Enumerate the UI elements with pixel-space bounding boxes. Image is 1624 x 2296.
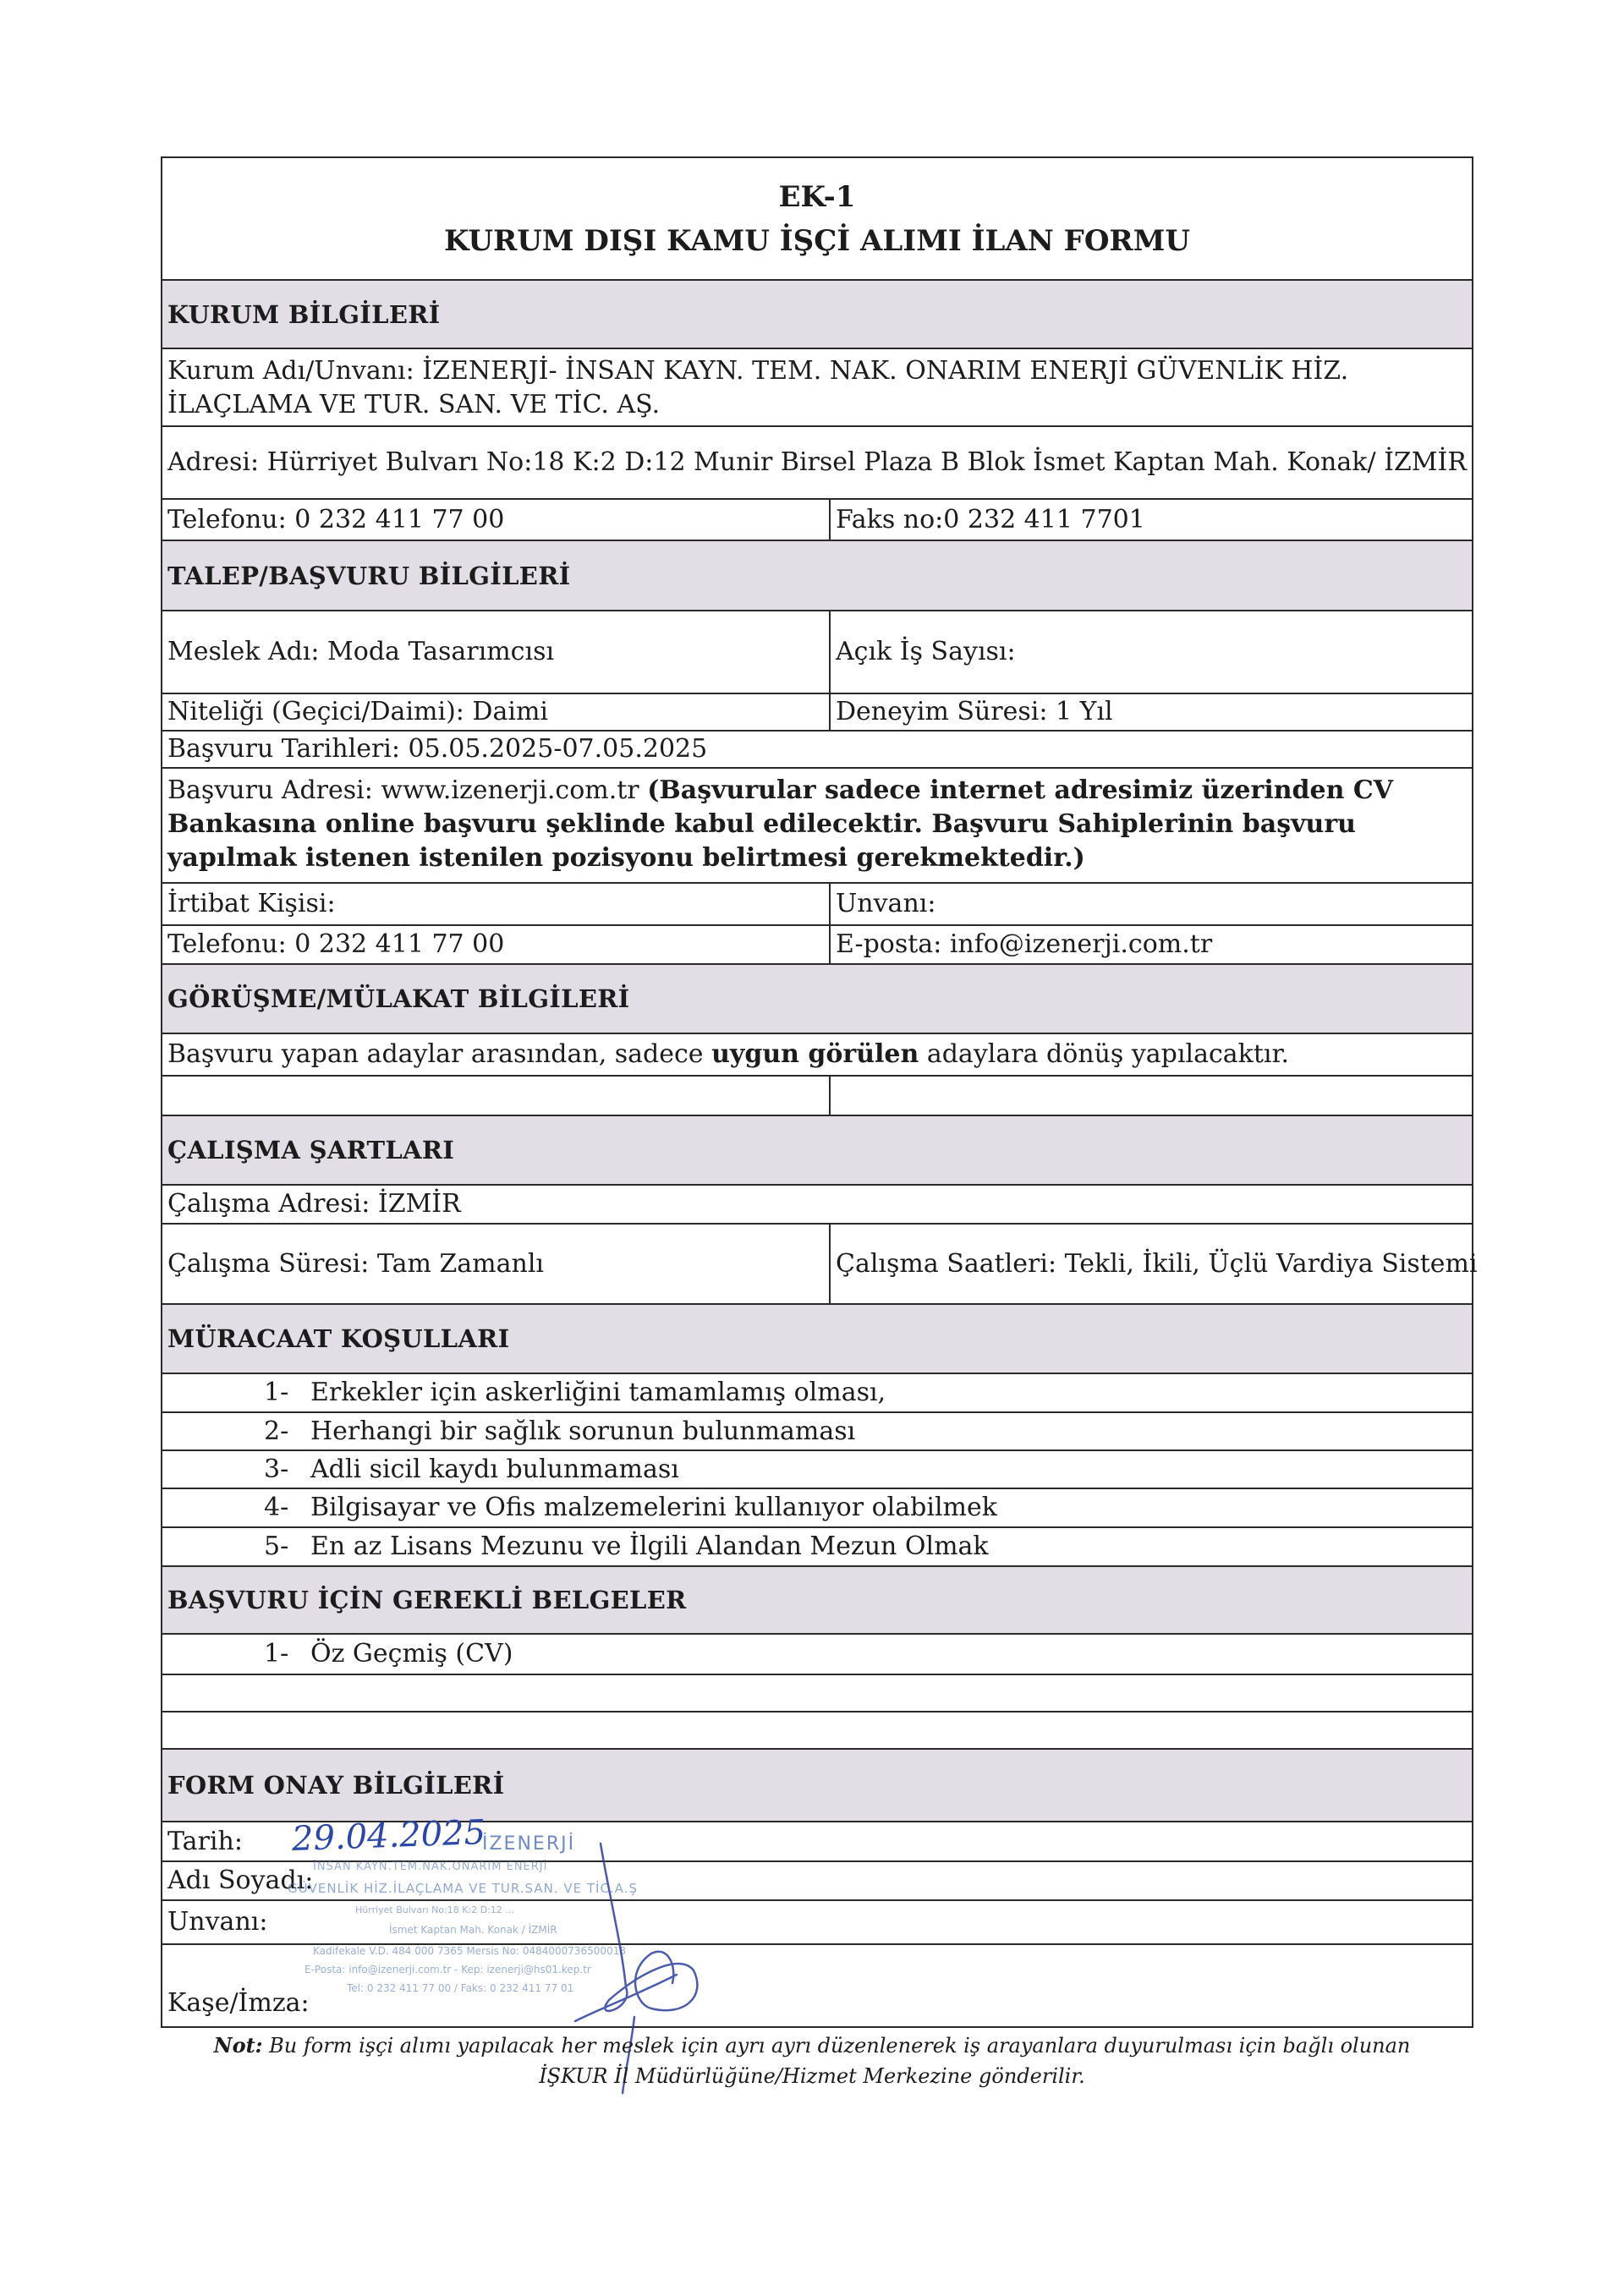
calisma-saatleri: Çalışma Saatleri: Tekli, İkili, Üçlü Vardiya Sistemi — [829, 1225, 1472, 1303]
basvuru-tarihleri-row — [162, 730, 1472, 767]
belgeler-empty-row — [162, 1711, 1472, 1748]
list-item: 2- Herhangi bir sağlık sorunun bulunmaması — [264, 1416, 856, 1446]
calisma-adres-row — [162, 1184, 1472, 1223]
kurum-adres-row — [162, 425, 1472, 498]
section-kurum-header — [162, 279, 1472, 348]
calisma-suresi: Çalışma Süresi: Tam Zamanlı — [167, 1248, 545, 1279]
deneyim-suresi: Deneyim Süresi: 1 Yıl — [829, 694, 1472, 730]
kurum-adi: Kurum Adı/Unvanı: İZENERJİ- İNSAN KAYN. TEM. NAK. ONARIM ENERJİ GÜVENLİK HİZ. İLAÇLAMA VE TUR. SAN. VE TİC. AŞ. — [167, 356, 1349, 419]
section-talep-header — [162, 540, 1472, 610]
onay-unvan-label: Unvanı: — [167, 1907, 268, 1937]
company-stamp: İZENERJİ İNSAN KAYN.TEM.NAK.ONARIM ENERJİ GÜVENLİK HİZ.İLAÇLAMA VE TUR.SAN. VE TİC.A.Ş Hürriyet Bulvarı No:18 K:2 D:12 ... İsmet Kaptan Mah. Konak / İZMİR Kadifekale V.D. 484 000 7365 Mersis No: 0484000736500018 E-Posta: info@izenerji.com.tr - Kep: izenerji@hs01.kep.tr Tel: 0 232 411 77 00 / Faks: 0 232 411 77 01 — [288, 1833, 638, 1994]
basvuru-tarihleri: Başvuru Tarihleri: 05.05.2025-07.05.2025 — [167, 734, 708, 764]
section-title: GÖRÜŞME/MÜLAKAT BİLGİLERİ — [167, 984, 630, 1013]
meslek-row — [162, 610, 1472, 693]
calisma-adresi: Çalışma Adresi: İZMİR — [167, 1189, 461, 1219]
form-code: EK-1 — [778, 179, 856, 214]
section-title: TALEP/BAŞVURU BİLGİLERİ — [167, 561, 571, 590]
calisma-sure-row — [162, 1223, 1478, 1303]
basvuru-adresi-row — [162, 767, 1472, 882]
footnote-text: Bu form işçi alımı yapılacak her meslek için ayrı ayrı düzenlenerek iş arayanlara duyurulması için bağlı olunan İŞKUR İl Müdürlüğüne/Hizmet Merkezine gönderilir. — [269, 2034, 1411, 2088]
muracaat-row — [162, 1488, 1472, 1526]
job-posting-form — [161, 156, 1478, 2028]
empty-cell — [829, 1077, 1472, 1115]
onay-kase-label: Kaşe/İmza: — [167, 1988, 310, 2018]
section-onay-header — [162, 1748, 1472, 1821]
muracaat-row — [162, 1373, 1472, 1411]
footnote-label: Not: — [213, 2033, 263, 2058]
form-title: KURUM DIŞI KAMU İŞÇİ ALIMI İLAN FORMU — [444, 223, 1190, 258]
irtibat-row — [162, 882, 1472, 924]
onay-kase-row — [162, 1943, 1472, 2026]
list-item: 4- Bilgisayar ve Ofis malzemelerini kullanıyor olabilmek — [264, 1493, 997, 1522]
list-item: 1- Öz Geçmiş (CV) — [264, 1639, 513, 1669]
nitelik-row — [162, 693, 1472, 730]
onay-unvan-row — [162, 1899, 1472, 1943]
section-title: BAŞVURU İÇİN GEREKLİ BELGELER — [167, 1586, 687, 1614]
irtibat-telefon-row — [162, 924, 1472, 963]
gorusme-text: Başvuru yapan adaylar arasından, sadece uygun görülen adaylara dönüş yapılacaktır. — [167, 1039, 1290, 1069]
section-title: KURUM BİLGİLERİ — [167, 299, 441, 329]
onay-adsoyad-row — [162, 1860, 1472, 1899]
muracaat-row — [162, 1449, 1472, 1488]
section-muracaat-header — [162, 1303, 1472, 1373]
niteligi: Niteliği (Geçici/Daimi): Daimi — [167, 697, 548, 726]
belgeler-empty-row — [162, 1674, 1472, 1711]
irtibat-unvani: Unvanı: — [829, 884, 1472, 924]
footnote — [195, 2030, 1429, 2091]
kurum-telefon-row — [162, 498, 1472, 540]
kurum-adi-row — [162, 348, 1472, 425]
meslek-adi: Meslek Adı: Moda Tasarımcısı — [167, 637, 555, 666]
section-title: MÜRACAAT KOŞULLARI — [167, 1324, 510, 1353]
handwritten-date: 29.04.2025 — [291, 1813, 486, 1859]
basvuru-adresi-note: (Başvurular sadece internet adresimiz üzerinden CV Bankasına online başvuru şeklinde kabul edilecektir. Başvuru Sahiplerinin başvuru yapılmak istenen istenilen pozisyonu belirtmesi gerekmektedir.) — [167, 775, 1394, 873]
basvuru-adresi — [162, 769, 1472, 882]
list-item: 5- En az Lisans Mezunu ve İlgili Alandan Mezun Olmak — [264, 1532, 989, 1561]
irtibat-telefon: Telefonu: 0 232 411 77 00 — [167, 929, 505, 959]
empty-cell — [162, 1077, 829, 1115]
list-item: 1- Erkekler için askerliğini tamamlamış olması, — [264, 1378, 886, 1407]
kurum-faks: Faks no:0 232 411 7701 — [829, 500, 1472, 540]
gorusme-empty-row — [162, 1075, 1472, 1115]
section-calisma-header — [162, 1115, 1472, 1184]
basvuru-adresi-url: Başvuru Adresi: www.izenerji.com.tr — [167, 775, 639, 805]
gorusme-text-row — [162, 1033, 1472, 1075]
list-item: 3- Adli sicil kaydı bulunmaması — [264, 1454, 679, 1484]
onay-adsoyad-label: Adı Soyadı: — [167, 1866, 314, 1895]
form-header — [162, 158, 1472, 279]
onay-tarih-label: Tarih: — [167, 1826, 243, 1856]
section-belgeler-header — [162, 1565, 1472, 1633]
belgeler-row — [162, 1633, 1472, 1674]
kurum-adres: Adresi: Hürriyet Bulvarı No:18 K:2 D:12 Munir Birsel Plaza B Blok İsmet Kaptan Mah. Konak/ İZMİR — [167, 447, 1467, 477]
muracaat-row — [162, 1526, 1472, 1565]
acik-is-sayisi: Açık İş Sayısı: — [829, 611, 1472, 693]
muracaat-row — [162, 1411, 1472, 1449]
irtibat-kisisi: İrtibat Kişisi: — [167, 889, 336, 918]
section-gorusme-header — [162, 963, 1472, 1033]
irtibat-eposta: E-posta: info@izenerji.com.tr — [829, 926, 1472, 963]
kurum-telefon: Telefonu: 0 232 411 77 00 — [167, 504, 505, 534]
section-title: ÇALIŞMA ŞARTLARI — [167, 1136, 455, 1164]
section-title: FORM ONAY BİLGİLERİ — [167, 1771, 505, 1800]
